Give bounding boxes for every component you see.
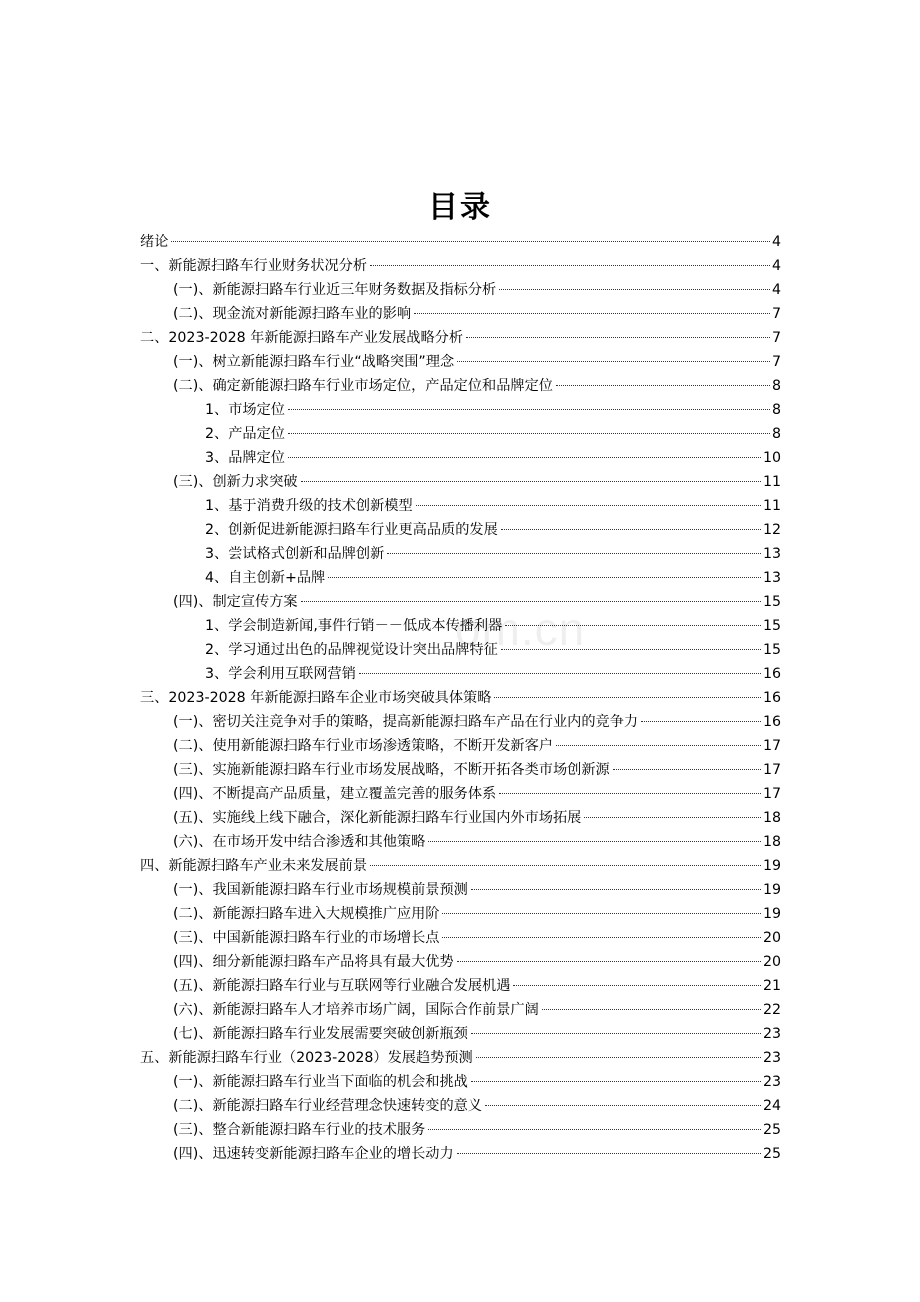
toc-entry[interactable] — [140, 1022, 781, 1046]
toc-entry-title: (二)、现金流对新能源扫路车业的影响 — [173, 306, 412, 322]
toc-entry-title: 1、市场定位 — [205, 402, 285, 418]
toc-entry[interactable] — [140, 518, 781, 542]
toc-leader-dots — [556, 745, 761, 746]
toc-entry-title: 1、学会制造新闻,事件行销－－低成本传播利器 — [205, 618, 503, 634]
page-title: 目录 — [428, 190, 492, 225]
toc-leader-dots — [171, 241, 770, 242]
toc-entry[interactable] — [140, 326, 781, 350]
toc-entry-page: 18 — [762, 810, 781, 826]
table-of-contents — [140, 230, 781, 1166]
toc-entry-page: 22 — [762, 1002, 781, 1018]
toc-entry[interactable] — [140, 614, 781, 638]
toc-leader-dots — [288, 457, 761, 458]
toc-leader-dots — [494, 697, 761, 698]
toc-entry-page: 16 — [762, 690, 781, 706]
toc-entry-title: 2、创新促进新能源扫路车行业更高品质的发展 — [205, 522, 498, 538]
toc-entry-title: (二)、新能源扫路车行业经营理念快速转变的意义 — [173, 1098, 483, 1114]
toc-leader-dots — [584, 817, 761, 818]
toc-leader-dots — [416, 505, 761, 506]
toc-leader-dots — [513, 985, 761, 986]
toc-leader-dots — [428, 1129, 761, 1130]
toc-entry-title: (三)、实施新能源扫路车行业市场发展战略，不断开拓各类市场创新源 — [173, 762, 610, 778]
toc-entry-title: 2、产品定位 — [205, 426, 285, 442]
toc-entry-page: 23 — [762, 1050, 781, 1066]
toc-entry[interactable] — [140, 854, 781, 878]
toc-entry-page: 25 — [762, 1146, 781, 1162]
toc-leader-dots — [442, 913, 760, 914]
toc-leader-dots — [387, 553, 761, 554]
toc-entry[interactable] — [140, 278, 781, 302]
toc-leader-dots — [328, 577, 761, 578]
toc-entry[interactable] — [140, 830, 781, 854]
toc-entry-title: 五、新能源扫路车行业（2023-2028）发展趋势预测 — [140, 1050, 473, 1066]
toc-leader-dots — [476, 1057, 761, 1058]
toc-leader-dots — [501, 649, 761, 650]
toc-entry-title: (一)、新能源扫路车行业当下面临的机会和挑战 — [173, 1074, 468, 1090]
toc-entry-title: (二)、确定新能源扫路车行业市场定位，产品定位和品牌定位 — [173, 378, 553, 394]
toc-entry-page: 7 — [771, 330, 781, 346]
toc-entry[interactable] — [140, 806, 781, 830]
toc-entry[interactable] — [140, 902, 781, 926]
toc-entry-page: 4 — [771, 282, 781, 298]
toc-entry[interactable] — [140, 998, 781, 1022]
toc-leader-dots — [471, 1033, 761, 1034]
toc-entry-page: 17 — [762, 762, 781, 778]
toc-entry[interactable] — [140, 926, 781, 950]
toc-entry-title: 绪论 — [140, 234, 169, 250]
toc-entry-title: 4、自主创新+品牌 — [205, 570, 326, 586]
toc-entry[interactable] — [140, 1070, 781, 1094]
toc-entry-page: 25 — [762, 1122, 781, 1138]
toc-entry-title: 3、学会利用互联网营销 — [205, 666, 356, 682]
toc-entry[interactable] — [140, 446, 781, 470]
toc-entry[interactable] — [140, 950, 781, 974]
toc-entry[interactable] — [140, 230, 781, 254]
toc-leader-dots — [556, 385, 770, 386]
toc-leader-dots — [370, 865, 761, 866]
toc-leader-dots — [466, 337, 770, 338]
toc-leader-dots — [414, 313, 770, 314]
toc-entry-page: 15 — [762, 642, 781, 658]
toc-entry-page: 21 — [762, 978, 781, 994]
toc-entry-page: 13 — [762, 546, 781, 562]
toc-entry-page: 13 — [762, 570, 781, 586]
toc-entry-title: 二、2023-2028 年新能源扫路车产业发展战略分析 — [140, 330, 464, 346]
toc-entry[interactable] — [140, 566, 781, 590]
toc-leader-dots — [499, 289, 770, 290]
toc-entry-page: 17 — [762, 738, 781, 754]
toc-entry[interactable] — [140, 398, 781, 422]
toc-entry[interactable] — [140, 542, 781, 566]
toc-leader-dots — [613, 769, 761, 770]
toc-entry-page: 18 — [762, 834, 781, 850]
toc-entry-page: 24 — [762, 1098, 781, 1114]
toc-entry-title: 1、基于消费升级的技术创新模型 — [205, 498, 413, 514]
toc-entry-title: (五)、新能源扫路车行业与互联网等行业融合发展机遇 — [173, 978, 511, 994]
toc-entry-page: 16 — [762, 714, 781, 730]
toc-entry[interactable] — [140, 734, 781, 758]
toc-entry[interactable] — [140, 470, 781, 494]
toc-leader-dots — [359, 673, 761, 674]
toc-entry-title: (七)、新能源扫路车行业发展需要突破创新瓶颈 — [173, 1026, 468, 1042]
toc-entry-title: (二)、新能源扫路车进入大规模推广应用阶 — [173, 906, 440, 922]
toc-entry-page: 7 — [771, 306, 781, 322]
toc-leader-dots — [471, 1081, 761, 1082]
toc-entry[interactable] — [140, 638, 781, 662]
toc-entry-page: 19 — [762, 858, 781, 874]
toc-entry-page: 8 — [771, 426, 781, 442]
toc-entry-page: 16 — [762, 666, 781, 682]
toc-entry-page: 20 — [762, 930, 781, 946]
toc-entry-page: 10 — [762, 450, 781, 466]
toc-entry[interactable] — [140, 374, 781, 398]
toc-entry-title: 四、新能源扫路车产业未来发展前景 — [140, 858, 368, 874]
toc-entry[interactable] — [140, 254, 781, 278]
toc-entry-page: 7 — [771, 354, 781, 370]
toc-entry-page: 17 — [762, 786, 781, 802]
toc-entry-title: (一)、树立新能源扫路车行业“战略突围”理念 — [173, 354, 455, 370]
toc-leader-dots — [485, 1105, 761, 1106]
toc-entry-title: (六)、新能源扫路车人才培养市场广阔，国际合作前景广阔 — [173, 1002, 539, 1018]
toc-entry-page: 4 — [771, 258, 781, 274]
toc-leader-dots — [288, 409, 770, 410]
toc-leader-dots — [370, 265, 770, 266]
toc-leader-dots — [501, 529, 761, 530]
toc-entry[interactable] — [140, 662, 781, 686]
toc-entry[interactable] — [140, 974, 781, 998]
toc-entry-page: 11 — [762, 474, 781, 490]
toc-entry-title: (四)、不断提高产品质量，建立覆盖完善的服务体系 — [173, 786, 497, 802]
toc-entry[interactable] — [140, 422, 781, 446]
toc-entry-title: (一)、新能源扫路车行业近三年财务数据及指标分析 — [173, 282, 497, 298]
toc-leader-dots — [457, 1153, 761, 1154]
toc-entry-page: 4 — [771, 234, 781, 250]
toc-entry[interactable] — [140, 758, 781, 782]
toc-entry-title: (四)、细分新能源扫路车产品将具有最大优势 — [173, 954, 454, 970]
toc-entry-title: (六)、在市场开发中结合渗透和其他策略 — [173, 834, 426, 850]
toc-entry[interactable] — [140, 302, 781, 326]
toc-entry-page: 8 — [771, 378, 781, 394]
toc-entry-title: (一)、我国新能源扫路车行业市场规模前景预测 — [173, 882, 468, 898]
toc-leader-dots — [457, 961, 761, 962]
toc-entry-title: 三、2023-2028 年新能源扫路车企业市场突破具体策略 — [140, 690, 492, 706]
toc-entry-page: 12 — [762, 522, 781, 538]
toc-entry-title: 3、尝试格式创新和品牌创新 — [205, 546, 385, 562]
toc-entry-title: (三)、中国新能源扫路车行业的市场增长点 — [173, 930, 440, 946]
toc-leader-dots — [428, 841, 761, 842]
toc-entry-page: 20 — [762, 954, 781, 970]
toc-leader-dots — [499, 793, 761, 794]
toc-entry-page: 19 — [762, 882, 781, 898]
toc-entry[interactable] — [140, 782, 781, 806]
toc-leader-dots — [301, 601, 761, 602]
toc-entry-title: (三)、创新力求突破 — [173, 474, 298, 490]
toc-leader-dots — [542, 1009, 761, 1010]
toc-leader-dots — [641, 721, 761, 722]
toc-entry-title: (三)、整合新能源扫路车行业的技术服务 — [173, 1122, 426, 1138]
toc-entry[interactable] — [140, 1094, 781, 1118]
toc-leader-dots — [301, 481, 761, 482]
toc-entry-title: 3、品牌定位 — [205, 450, 285, 466]
toc-entry[interactable] — [140, 686, 781, 710]
watermark-text: om.cn — [455, 603, 586, 655]
toc-entry-title: (四)、制定宣传方案 — [173, 594, 298, 610]
toc-entry-page: 23 — [762, 1074, 781, 1090]
toc-entry-page: 19 — [762, 906, 781, 922]
toc-entry[interactable] — [140, 1142, 781, 1166]
toc-entry[interactable] — [140, 350, 781, 374]
toc-entry[interactable] — [140, 590, 781, 614]
toc-entry-page: 15 — [762, 594, 781, 610]
toc-entry-title: (一)、密切关注竞争对手的策略，提高新能源扫路车产品在行业内的竞争力 — [173, 714, 639, 730]
toc-leader-dots — [442, 937, 760, 938]
toc-entry-title: 2、学习通过出色的品牌视觉设计突出品牌特征 — [205, 642, 498, 658]
toc-entry-title: 一、新能源扫路车行业财务状况分析 — [140, 258, 368, 274]
toc-entry-page: 11 — [762, 498, 781, 514]
toc-leader-dots — [505, 625, 761, 626]
toc-entry-title: (二)、使用新能源扫路车行业市场渗透策略，不断开发新客户 — [173, 738, 553, 754]
toc-entry[interactable] — [140, 1118, 781, 1142]
toc-leader-dots — [457, 361, 770, 362]
toc-entry-page: 8 — [771, 402, 781, 418]
toc-leader-dots — [288, 433, 770, 434]
toc-entry[interactable] — [140, 1046, 781, 1070]
toc-entry-title: (五)、实施线上线下融合，深化新能源扫路车行业国内外市场拓展 — [173, 810, 582, 826]
toc-entry[interactable] — [140, 710, 781, 734]
toc-entry-page: 23 — [762, 1026, 781, 1042]
toc-entry-page: 15 — [762, 618, 781, 634]
toc-entry[interactable] — [140, 494, 781, 518]
toc-entry[interactable] — [140, 878, 781, 902]
toc-leader-dots — [471, 889, 761, 890]
toc-entry-title: (四)、迅速转变新能源扫路车企业的增长动力 — [173, 1146, 454, 1162]
